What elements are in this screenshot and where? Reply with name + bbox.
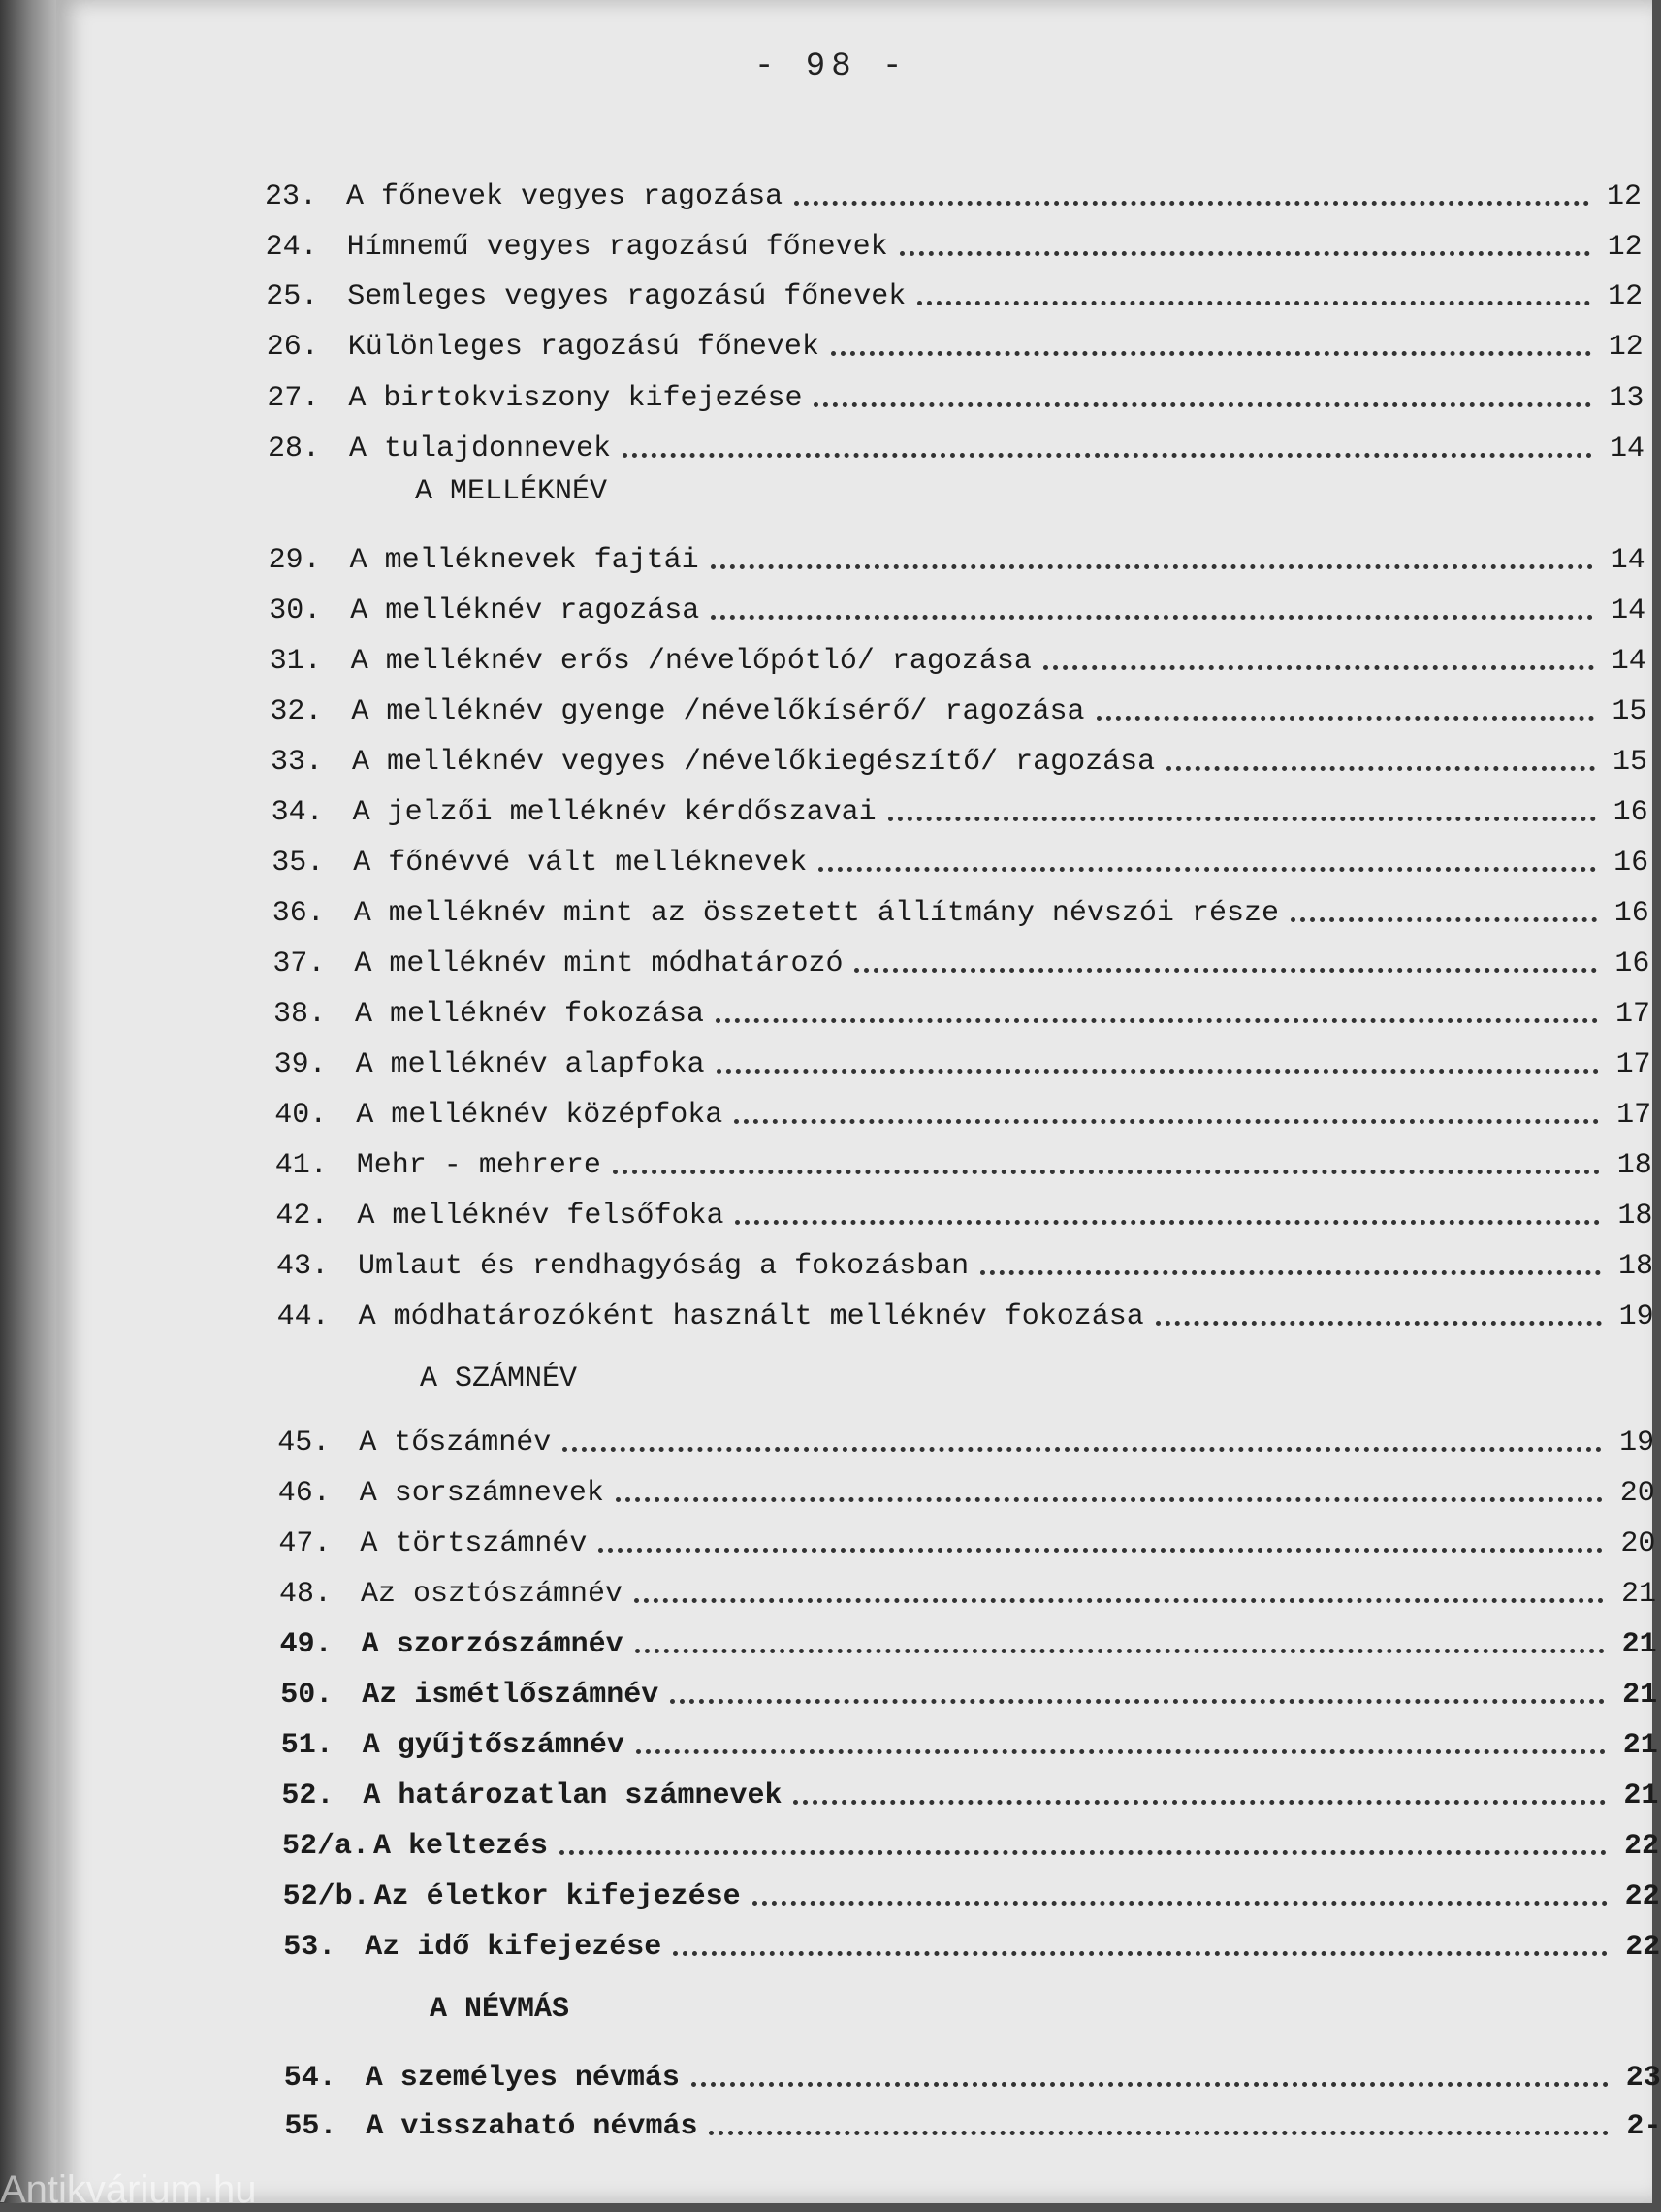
toc-entry-title: A melléknév középfoka [356, 1099, 723, 1132]
toc-entry [276, 1234, 1653, 1283]
toc-entry-page: 18 [1616, 1149, 1652, 1182]
dot-leader [831, 350, 1591, 356]
toc-entry-page: 14 [1611, 645, 1646, 678]
toc-entry-page: 18 [1617, 1250, 1653, 1283]
document-page [56, 0, 1661, 2203]
toc-entry-page: 19 [1618, 1300, 1654, 1333]
dot-leader [980, 1269, 1601, 1275]
toc-entry-page: 21 [1621, 1628, 1657, 1661]
page-number: - 98 - [754, 48, 909, 85]
toc-entry-title: A melléknév gyenge /névelőkísérő/ ragozása [351, 695, 1085, 728]
toc-entry-number: 50. [280, 1679, 334, 1712]
toc-entry-title: A melléknév vegyes /névelőkiegészítő/ ragozása [352, 746, 1156, 779]
toc-entry-title: Az ismétlőszámnév [362, 1679, 659, 1712]
toc-entry-title: A melléknév felsőfoka [357, 1200, 724, 1233]
toc-entry-page: 21 [1622, 1729, 1658, 1762]
dot-leader [634, 1597, 1604, 1603]
toc-entry [280, 1613, 1657, 1661]
dot-leader [559, 1849, 1607, 1855]
dot-leader [709, 2130, 1609, 2135]
toc-entry-number: 54. [283, 2062, 336, 2095]
toc-entry-number: 46. [277, 1477, 331, 1510]
toc-entry-page: 18 [1617, 1200, 1653, 1233]
toc-entry-title: Semleges vegyes ragozású főnevek [347, 280, 907, 313]
toc-entry [272, 882, 1649, 930]
toc-entry-number: 31. [269, 645, 322, 678]
toc-entry-title: Az idő kifejezése [365, 1931, 662, 1964]
toc-entry-page: 12 [1608, 331, 1644, 364]
toc-entry-number: 52/a. [282, 1830, 370, 1863]
dot-leader [562, 1446, 1602, 1452]
dot-leader [636, 1748, 1606, 1754]
toc-entry [281, 1764, 1658, 1812]
toc-entry-page: 14 [1610, 544, 1645, 577]
toc-entry-number: 52. [281, 1779, 335, 1812]
toc-entry-number: 30. [269, 594, 322, 627]
dot-leader [1043, 664, 1594, 670]
dot-leader [635, 1648, 1605, 1653]
toc-entry-number: 41. [274, 1149, 328, 1182]
toc-entry [283, 1915, 1660, 1964]
toc-entry [275, 1184, 1652, 1233]
toc-entry-title: A melléknév mint módhatározó [354, 947, 844, 980]
toc-entry [270, 680, 1646, 728]
toc-entry-number: 49. [279, 1628, 333, 1661]
toc-entry [279, 1562, 1656, 1611]
dot-leader [711, 563, 1593, 569]
dot-leader [1156, 1320, 1602, 1326]
toc-entry-page: 12 [1608, 280, 1644, 313]
toc-entry-page: 21 [1622, 1679, 1658, 1712]
toc-entry-number: 34. [271, 796, 324, 829]
dot-leader [814, 401, 1591, 407]
toc-entry-number: 28. [268, 433, 321, 465]
dot-leader [623, 452, 1592, 458]
dot-leader [900, 250, 1590, 256]
toc-entry [268, 417, 1645, 465]
dot-leader [1291, 916, 1597, 922]
dot-leader [793, 1799, 1606, 1805]
toc-entry [272, 831, 1648, 880]
toc-entry-number: 27. [267, 382, 320, 415]
toc-entry-title: A főnévvé vált melléknevek [353, 847, 808, 880]
toc-entry-title: Az életkor kifejezése [373, 1880, 741, 1913]
toc-entry-number: 33. [271, 746, 324, 779]
toc-entry-title: Umlaut és rendhagyóság a fokozásban [358, 1250, 970, 1283]
toc-entry-page: 15 [1612, 695, 1647, 728]
toc-entry-number: 24. [265, 231, 318, 264]
dot-leader [1166, 765, 1595, 771]
toc-entry-title: A személyes névmás [365, 2062, 680, 2095]
toc-entry [267, 367, 1644, 415]
toc-entry [274, 1033, 1651, 1081]
dot-leader [598, 1547, 1603, 1553]
dot-leader [735, 1219, 1600, 1225]
toc-entry [278, 1461, 1655, 1510]
toc-entry-number: 47. [278, 1527, 332, 1560]
toc-entry-title: A sorszámnevek [359, 1477, 604, 1510]
dot-leader [716, 1017, 1598, 1023]
toc-entry-title: A határozatlan számnevek [363, 1779, 783, 1812]
toc-entry-title: A főnevek vegyes ragozása [346, 180, 783, 213]
toc-entry-title: A melléknév fokozása [355, 998, 705, 1031]
toc-entry-title: A melléknevek fajtái [349, 544, 699, 577]
toc-entry-page: 17 [1616, 1099, 1652, 1132]
toc-entry [269, 579, 1645, 627]
dot-leader [613, 1169, 1600, 1174]
dot-leader [673, 1950, 1608, 1956]
toc-entry [271, 730, 1647, 779]
toc-entry-page: 17 [1614, 998, 1650, 1031]
toc-entry-number: 45. [277, 1427, 331, 1459]
toc-entry-number: 48. [279, 1578, 333, 1611]
dot-leader [616, 1496, 1603, 1502]
toc-entry-page: 22 [1624, 1880, 1660, 1913]
toc-entry [283, 1865, 1660, 1913]
dot-leader [794, 200, 1589, 206]
toc-entry [282, 1814, 1659, 1863]
toc-entry-title: A birtokviszony kifejezése [348, 382, 803, 415]
toc-entry-page: 20 [1620, 1527, 1656, 1560]
toc-entry-title: A keltezés [373, 1830, 549, 1863]
toc-entry [270, 629, 1646, 678]
dot-leader [888, 816, 1596, 821]
toc-entry-number: 40. [274, 1099, 328, 1132]
toc-entry-title: A jelzői melléknév kérdőszavai [352, 796, 877, 829]
toc-entry-number: 38. [273, 998, 327, 1031]
toc-entry-number: 42. [275, 1200, 329, 1233]
toc-entry-number: 29. [268, 544, 321, 577]
dot-leader [717, 1068, 1599, 1074]
toc-entry-number: 43. [276, 1250, 330, 1283]
dot-leader [711, 614, 1593, 620]
section-heading-nevmas: A NÉVMÁS [430, 1993, 570, 2026]
toc-entry-number: 32. [270, 695, 323, 728]
dot-leader [752, 1900, 1608, 1906]
toc-entry-number: 37. [272, 947, 326, 980]
dot-leader [1097, 715, 1595, 721]
dot-leader [818, 866, 1596, 872]
toc-entry [267, 315, 1644, 364]
toc-entry-title: Az osztószámnév [361, 1578, 623, 1611]
toc-entry-title: A visszaható névmás [366, 2110, 698, 2143]
toc-entry-page: 22 [1625, 1931, 1661, 1964]
toc-entry-page: 19 [1619, 1427, 1655, 1459]
toc-entry [272, 781, 1648, 829]
toc-entry-title: A tőszámnév [359, 1427, 552, 1459]
toc-entry [272, 932, 1649, 980]
toc-entry [274, 1083, 1651, 1132]
toc-entry-number: 44. [276, 1300, 330, 1333]
toc-entry-number: 39. [273, 1048, 327, 1081]
toc-entry-number: 23. [265, 180, 318, 213]
toc-entry-number: 52/b. [282, 1880, 370, 1913]
toc-entry-title: A melléknév alapfoka [355, 1048, 705, 1081]
toc-entry [277, 1411, 1654, 1459]
toc-entry-page: 17 [1615, 1048, 1651, 1081]
toc-entry [281, 1714, 1658, 1762]
dot-leader [854, 967, 1597, 973]
toc-entry-title: A tulajdonnevek [349, 433, 612, 465]
dot-leader [917, 300, 1590, 305]
table-of-contents [56, 0, 1661, 2203]
toc-entry-page: 20 [1619, 1477, 1655, 1510]
toc-entry [284, 2095, 1661, 2143]
toc-entry-page: 16 [1613, 847, 1649, 880]
toc-entry-page: 12 [1607, 231, 1643, 264]
toc-entry-title: A módhatározóként használt melléknév fokozása [358, 1300, 1144, 1333]
toc-entry-title: A szorzószámnév [361, 1628, 623, 1661]
toc-entry-title: A törtszámnév [360, 1527, 588, 1560]
toc-entry-number: 53. [283, 1931, 336, 1964]
toc-entry-title: A melléknév mint az összetett állítmány névszói része [353, 897, 1279, 930]
toc-entry-number: 26. [266, 331, 319, 364]
toc-entry-title: Hímnemű vegyes ragozású főnevek [346, 231, 888, 264]
toc-entry-number: 25. [266, 280, 319, 313]
toc-entry [269, 529, 1645, 577]
dot-leader [691, 2081, 1609, 2087]
toc-entry-page: 21 [1620, 1578, 1656, 1611]
toc-entry-page: 14 [1609, 433, 1645, 465]
section-heading-mellekner: A MELLÉKNÉV [415, 475, 608, 508]
dot-leader [734, 1118, 1599, 1124]
toc-entry-title: A melléknév ragozása [350, 594, 700, 627]
toc-entry-page: 15 [1612, 746, 1647, 779]
toc-entry [273, 982, 1650, 1031]
toc-entry-page: 12 [1606, 180, 1642, 213]
toc-entry-page: 2- [1626, 2110, 1661, 2143]
toc-entry [275, 1134, 1652, 1182]
toc-entry-page: 16 [1614, 947, 1650, 980]
toc-entry-number: 36. [272, 897, 325, 930]
toc-entry-page: 16 [1613, 897, 1649, 930]
toc-entry-number: 51. [280, 1729, 334, 1762]
toc-entry [284, 2046, 1661, 2095]
toc-entry-page: 21 [1623, 1779, 1659, 1812]
book-binding-edge [0, 0, 58, 2203]
toc-entry-page: 23 [1625, 2062, 1661, 2095]
toc-entry [266, 215, 1643, 264]
section-heading-szamnev: A SZÁMNÉV [420, 1362, 578, 1395]
toc-entry-title: A gyűjtőszámnév [362, 1729, 624, 1762]
toc-entry [277, 1285, 1654, 1333]
toc-entry [265, 165, 1642, 213]
toc-entry-title: A melléknév erős /névelőpótló/ ragozása [350, 645, 1032, 678]
toc-entry-title: Mehr - mehrere [356, 1149, 601, 1182]
toc-entry [280, 1663, 1657, 1712]
toc-entry-number: 35. [272, 847, 325, 880]
toc-entry-page: 16 [1613, 796, 1648, 829]
watermark-text: Antikvárium.hu [0, 2168, 257, 2211]
toc-entry [266, 265, 1643, 313]
toc-entry-page: 13 [1609, 382, 1645, 415]
toc-entry-title: Különleges ragozású főnevek [347, 331, 819, 364]
toc-entry-page: 14 [1611, 594, 1646, 627]
toc-entry [278, 1512, 1655, 1560]
toc-entry-number: 55. [284, 2110, 337, 2143]
toc-entry-page: 22 [1623, 1830, 1659, 1863]
dot-leader [670, 1698, 1605, 1704]
